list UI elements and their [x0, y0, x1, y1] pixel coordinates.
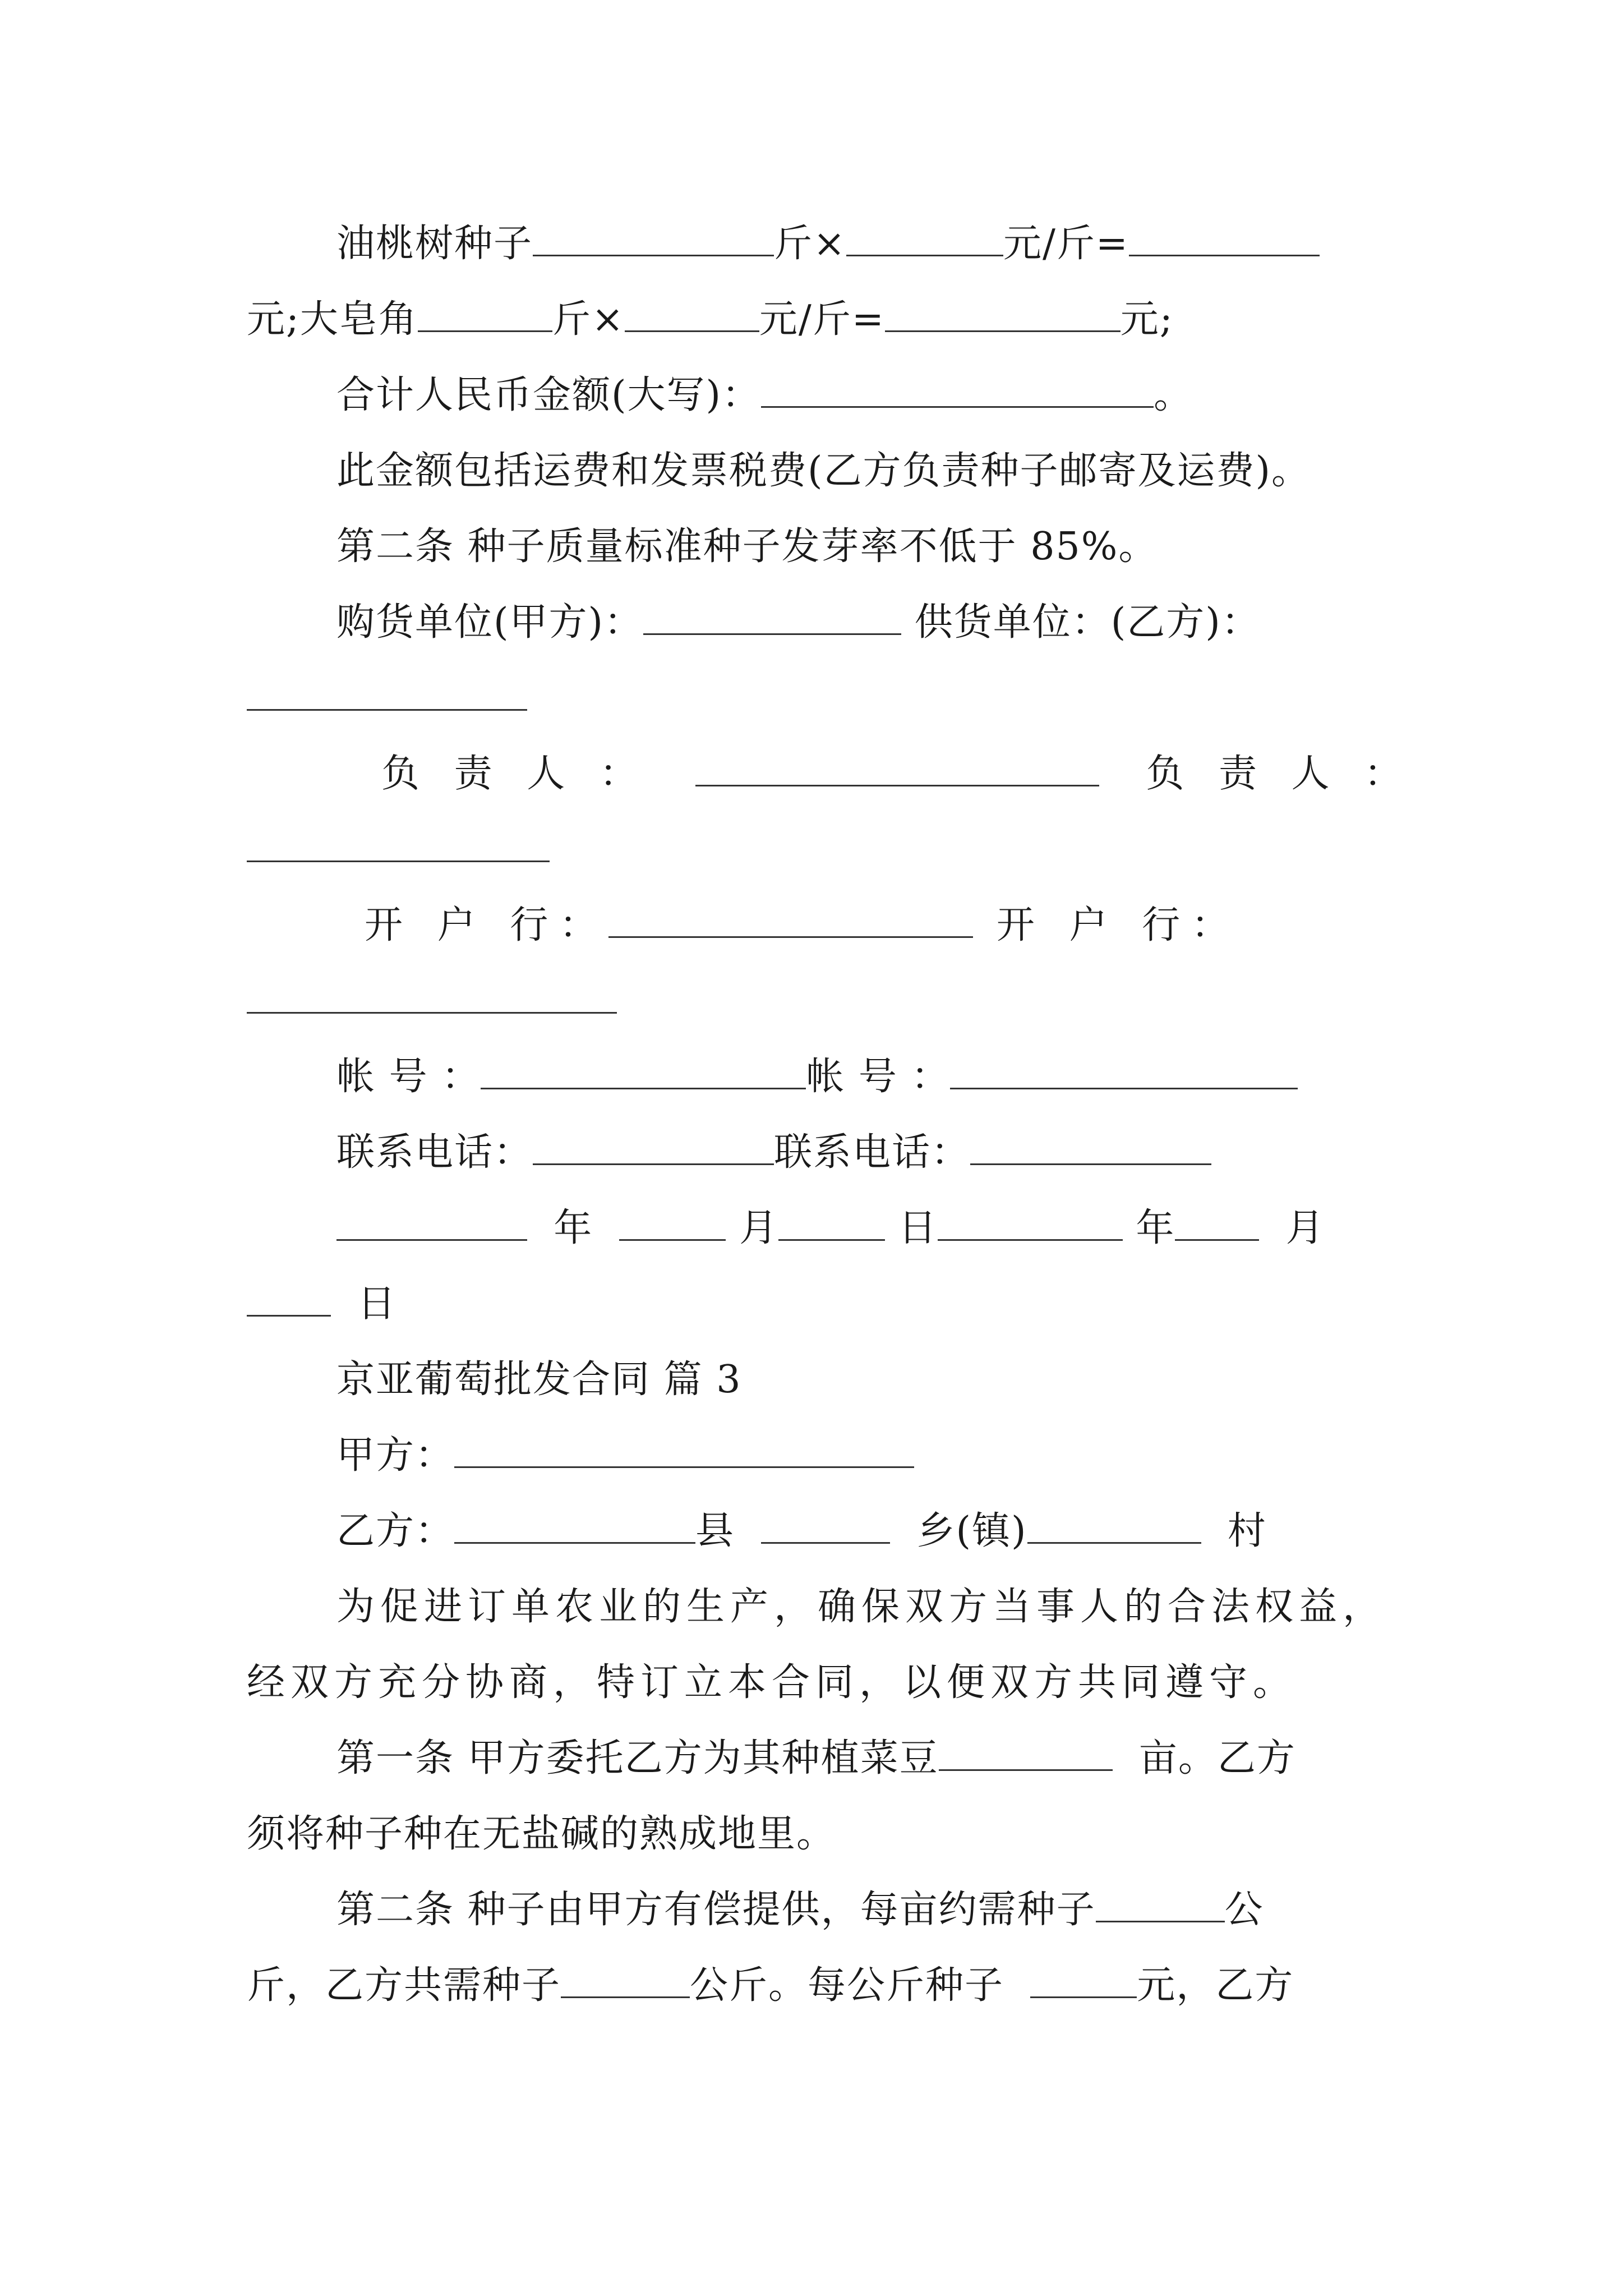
text-line — [336, 1882, 1264, 1938]
text-line — [247, 670, 527, 726]
text-line — [336, 1200, 1325, 1257]
text-line: 第二条 种子质量标准种子发芽率不低于 85%。 — [336, 524, 1158, 569]
text: 负 责 人 ： — [381, 752, 649, 796]
blank-field — [778, 1204, 885, 1241]
text: 。 — [1154, 373, 1193, 417]
blank-field — [695, 750, 1099, 786]
blank-field — [939, 1734, 1113, 1771]
text-line: 须将种子种在无盐碱的熟成地里。 — [247, 1812, 836, 1856]
text-line — [247, 822, 550, 878]
text-line: 为促进订单农业的生产，确保双方当事人的合法权益， — [336, 1585, 1387, 1629]
text: 合计人民币金额(大写)： — [336, 373, 762, 417]
text: 斤× — [774, 222, 846, 266]
blank-field — [619, 1204, 726, 1241]
text: 元;大皂角 — [247, 297, 418, 342]
blank-field — [885, 296, 1121, 332]
text-line — [336, 1428, 914, 1484]
text-line — [247, 1276, 396, 1332]
text: 甲方： — [336, 1433, 455, 1478]
blank-field — [454, 1432, 914, 1468]
text: 负 责 人 ： — [1146, 752, 1414, 796]
blank-field — [938, 1204, 1123, 1241]
text: 开 户 行： — [365, 903, 609, 947]
text: 月 — [1285, 1206, 1325, 1250]
text-line — [336, 1125, 1211, 1181]
blank-field — [247, 1280, 331, 1317]
blank-field — [481, 1053, 806, 1089]
text: 公斤。每公斤种子 — [690, 1963, 1004, 2008]
blank-field — [625, 296, 759, 332]
blank-field — [643, 599, 901, 635]
blank-field — [247, 674, 527, 711]
text: 县 — [695, 1509, 735, 1553]
text-line — [336, 595, 1261, 651]
text: 联系电话： — [774, 1130, 971, 1175]
text: 月 — [739, 1206, 779, 1250]
text: 年 — [554, 1206, 593, 1250]
text: 油桃树种子 — [336, 222, 533, 266]
blank-field — [454, 1507, 695, 1544]
blank-field — [1129, 220, 1320, 256]
text: 开 户 行： — [996, 903, 1241, 947]
text: 帐 号 ： — [336, 1055, 481, 1099]
blank-field — [247, 977, 617, 1014]
text: 购货单位(甲方)： — [336, 600, 644, 645]
text: 元/斤= — [1003, 222, 1129, 266]
text-line — [336, 1731, 1296, 1787]
blank-field — [533, 1129, 774, 1165]
text-line — [381, 746, 1413, 802]
text-line — [336, 367, 1193, 424]
text: 斤，乙方共需种子 — [247, 1963, 561, 2008]
text: 亩。乙方 — [1138, 1736, 1296, 1780]
text-line — [336, 216, 1320, 272]
blank-field — [247, 826, 550, 862]
text: 日 — [357, 1282, 397, 1326]
blank-field — [561, 1962, 690, 1998]
blank-field — [336, 1204, 527, 1241]
text-line: 此金额包括运费和发票税费(乙方负责种子邮寄及运费)。 — [336, 449, 1311, 493]
blank-field — [1030, 1962, 1137, 1998]
text: 年 — [1136, 1206, 1175, 1250]
text: 乙方： — [336, 1509, 455, 1553]
section-title: 京亚葡萄批发合同 篇 3 — [336, 1358, 742, 1402]
text: 公 — [1224, 1888, 1264, 1932]
text: 村 — [1227, 1509, 1267, 1553]
blank-field — [1175, 1204, 1259, 1241]
blank-field — [608, 901, 973, 938]
blank-field — [970, 1129, 1211, 1165]
text-line — [336, 1049, 1298, 1105]
blank-field — [1096, 1886, 1225, 1922]
blank-field — [761, 1507, 890, 1544]
text: 联系电话： — [336, 1130, 533, 1175]
blank-field — [761, 371, 1154, 408]
blank-field — [846, 220, 1003, 256]
text-line — [247, 292, 1174, 348]
text: 帐 号 ： — [806, 1055, 951, 1099]
text: 元，乙方 — [1137, 1963, 1294, 2008]
text: 日 — [898, 1206, 938, 1250]
text: 斤× — [552, 297, 625, 342]
text-line: 经双方充分协商，特订立本合同，以便双方共同遵守。 — [247, 1660, 1297, 1705]
blank-field — [950, 1053, 1298, 1089]
text: 供货单位：(乙方)： — [914, 600, 1261, 645]
text: 第二条 种子由甲方有偿提供，每亩约需种子 — [336, 1888, 1096, 1932]
text-line — [336, 1503, 1267, 1559]
text: 元/斤= — [759, 297, 885, 342]
blank-field — [1027, 1507, 1201, 1544]
text: 元; — [1120, 297, 1174, 342]
text: 第一条 甲方委托乙方为其种植菜豆 — [336, 1736, 939, 1780]
text: 乡(镇) — [916, 1509, 1027, 1553]
blank-field — [418, 296, 552, 332]
blank-field — [533, 220, 774, 256]
text-line — [247, 1958, 1294, 2014]
text-line — [365, 898, 1241, 954]
text-line — [247, 973, 617, 1029]
